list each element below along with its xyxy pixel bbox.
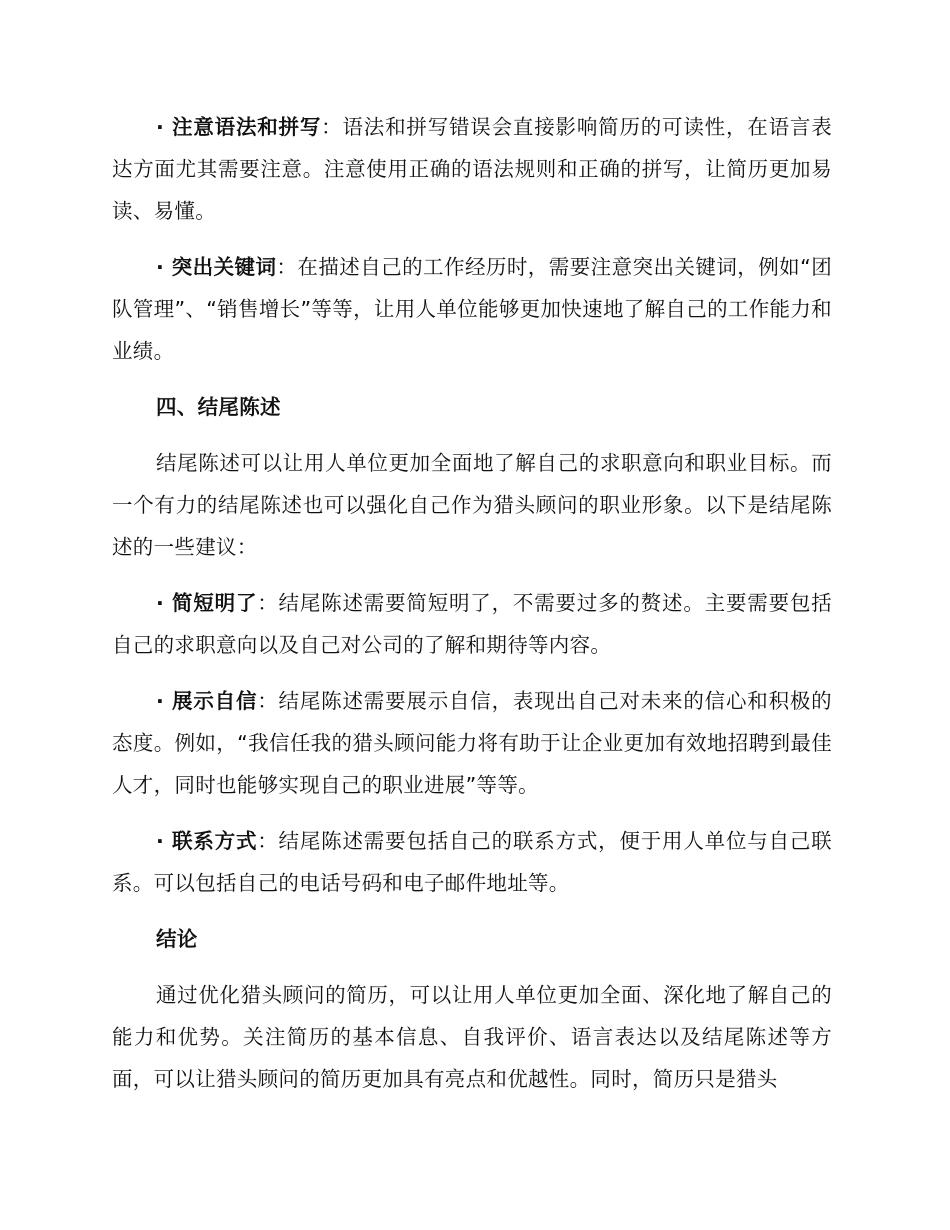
bullet-text: ：结尾陈述需要简短明了，不需要过多的赘述。主要需要包括自己的求职意向以及自己对公司的了解和期待等内容。 — [112, 591, 832, 657]
section-heading-conclusion: 结论 — [156, 927, 198, 951]
bullet-text: ：在描述自己的工作经历时，需要注意突出关键词，例如“团队管理”、“销售增长”等等，让用人单位能够更加快速地了解自己的工作能力和业绩。 — [112, 255, 832, 363]
bullet-confidence — [112, 680, 832, 806]
bullet-title: · 突出关键词 — [156, 255, 277, 279]
bullet-text: ：结尾陈述需要包括自己的联系方式，便于用人单位与自己联系。可以包括自己的电话号码和电子邮件地址等。 — [112, 829, 832, 895]
bullet-text: ：语法和拼写错误会直接影响简历的可读性，在语言表达方面尤其需要注意。注意使用正确的语法规则和正确的拼写，让简历更加易读、易懂。 — [112, 115, 832, 223]
bullet-title: · 简短明了 — [156, 591, 258, 615]
section-heading-closing: 四、结尾陈述 — [156, 395, 281, 419]
bullet-keywords — [112, 246, 832, 372]
bullet-text: ：结尾陈述需要展示自信，表现出自己对未来的信心和积极的态度。例如，“我信任我的猎头顾问能力将有助于让企业更加有效地招聘到最佳人才，同时也能够实现自己的职业进展”等等。 — [112, 689, 832, 797]
bullet-title: · 展示自信 — [156, 689, 258, 713]
conclusion-paragraph: 通过优化猎头顾问的简历，可以让用人单位更加全面、深化地了解自己的能力和优势。关注简历的基本信息、自我评价、语言表达以及结尾陈述等方面，可以让猎头顾问的简历更加具有亮点和优越性。同时，简历只是猎头 — [112, 983, 832, 1091]
closing-intro-paragraph: 结尾陈述可以让用人单位更加全面地了解自己的求职意向和职业目标。而一个有力的结尾陈述也可以强化自己作为猎头顾问的职业形象。以下是结尾陈述的一些建议： — [112, 451, 832, 559]
bullet-title: · 注意语法和拼写 — [156, 115, 322, 139]
document-page — [112, 106, 832, 1114]
bullet-title: · 联系方式 — [156, 829, 258, 853]
bullet-grammar-spelling — [112, 106, 832, 232]
bullet-concise — [112, 582, 832, 666]
bullet-contact — [112, 820, 832, 904]
